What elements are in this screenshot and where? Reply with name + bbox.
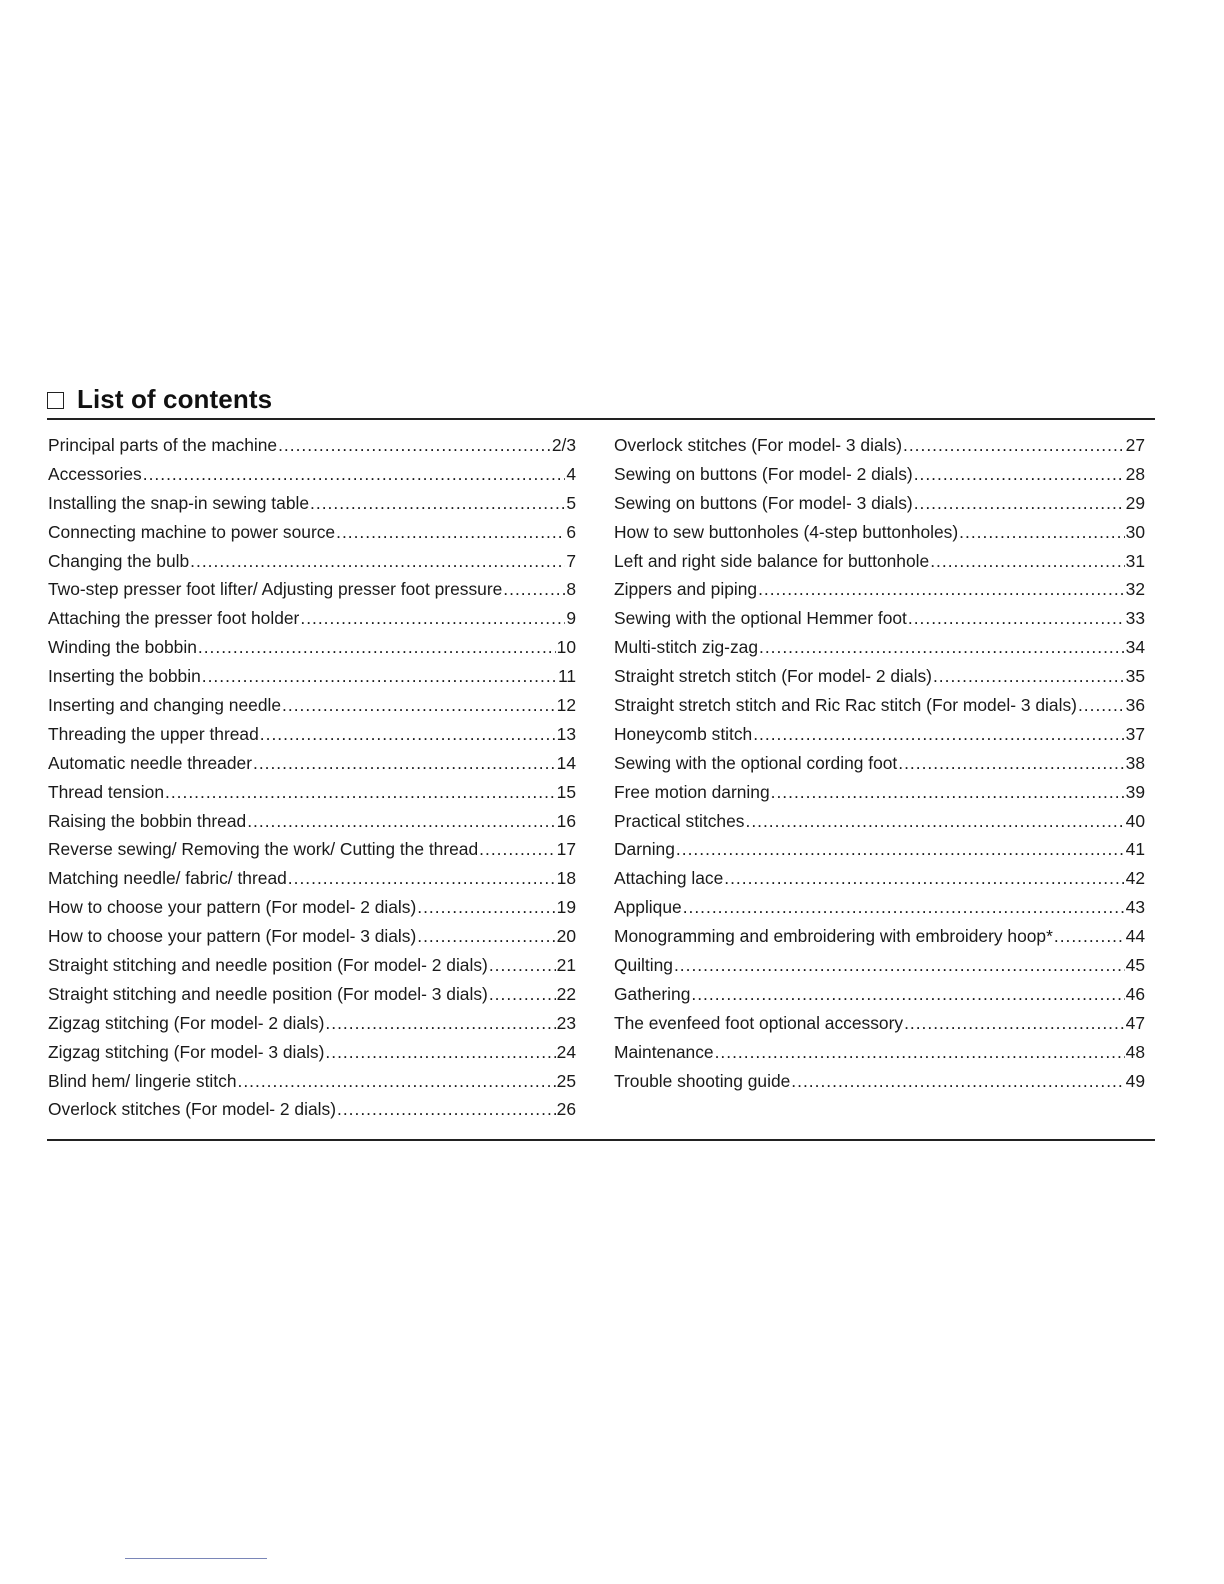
- dot-leader: [143, 460, 566, 489]
- toc-entry-page: 47: [1125, 1012, 1145, 1033]
- toc-entry-title: Changing the bulb: [48, 550, 190, 571]
- dot-leader: [930, 547, 1124, 576]
- toc-entry-page: 32: [1125, 579, 1145, 600]
- toc-entry-title: How to choose your pattern (For model- 2 dials): [48, 897, 417, 918]
- dot-leader: [489, 951, 556, 980]
- toc-entry-page: 38: [1125, 752, 1145, 773]
- toc-entry: [48, 460, 576, 489]
- toc-entry: [48, 951, 576, 980]
- toc-entry-title: Zippers and piping: [614, 579, 758, 600]
- toc-entry-title: Sewing with the optional Hemmer foot: [614, 608, 907, 629]
- toc-entry-title: Thread tension: [48, 781, 165, 802]
- dot-leader: [247, 807, 555, 836]
- dot-leader: [683, 893, 1125, 922]
- dot-leader: [489, 980, 556, 1009]
- dot-leader: [238, 1067, 556, 1096]
- toc-entry-page: 46: [1125, 983, 1145, 1004]
- toc-entry-page: 12: [556, 695, 576, 716]
- toc-entry-title: Overlock stitches (For model- 2 dials): [48, 1099, 336, 1120]
- dot-leader: [724, 864, 1124, 893]
- toc-entry-page: 21: [556, 955, 576, 976]
- toc-entry: [48, 893, 576, 922]
- dot-leader: [903, 431, 1125, 460]
- toc-entry-title: Connecting machine to power source: [48, 521, 336, 542]
- dot-leader: [260, 720, 556, 749]
- toc-entry-title: Straight stretch stitch and Ric Rac stitch (For model- 3 dials): [614, 695, 1077, 716]
- toc-entry-page: 19: [556, 897, 576, 918]
- toc-entry-page: 2/3: [551, 435, 576, 455]
- toc-entry-page: 16: [556, 810, 576, 831]
- toc-entry-page: 7: [566, 550, 576, 571]
- toc-entry: [48, 720, 576, 749]
- toc-entry-title: Multi-stitch zig-zag: [614, 637, 758, 658]
- dot-leader: [336, 518, 565, 547]
- toc-entry-title: Blind hem/ lingerie stitch: [48, 1070, 237, 1091]
- dot-leader: [479, 835, 556, 864]
- dot-leader: [715, 1038, 1125, 1067]
- toc-entry-page: 29: [1125, 492, 1145, 513]
- toc-entry-page: 17: [556, 839, 576, 860]
- toc-entry-page: 42: [1125, 868, 1145, 889]
- dot-leader: [165, 778, 556, 807]
- toc-entry: [614, 518, 1145, 547]
- toc-entry-title: Gathering: [614, 983, 691, 1004]
- toc-entry-title: Principal parts of the machine: [48, 435, 278, 455]
- toc-entry: [48, 489, 576, 518]
- dot-leader: [417, 893, 555, 922]
- toc-entry-title: Monogramming and embroidering with embroidery hoop*: [614, 926, 1053, 947]
- toc-entry-page: 20: [556, 926, 576, 947]
- toc-entry: [614, 575, 1145, 604]
- toc-entry-title: Two-step presser foot lifter/ Adjusting presser foot pressure: [48, 579, 503, 600]
- toc-entry-page: 4: [566, 463, 576, 484]
- toc-entry-title: The evenfeed foot optional accessory: [614, 1012, 904, 1033]
- toc-entry-page: 49: [1125, 1070, 1145, 1091]
- toc-entry-page: 10: [556, 637, 576, 658]
- toc-entry-page: 24: [556, 1041, 576, 1062]
- toc-entry: [614, 662, 1145, 691]
- dot-leader: [898, 749, 1124, 778]
- toc-entry-page: 34: [1125, 637, 1145, 658]
- toc-entry-title: How to choose your pattern (For model- 3 dials): [48, 926, 417, 947]
- toc-entry: [48, 633, 576, 662]
- toc-entry-title: Quilting: [614, 955, 673, 976]
- toc-entry: [48, 518, 576, 547]
- dot-leader: [908, 604, 1125, 633]
- toc-entry: [48, 980, 576, 1009]
- toc-entry: [48, 864, 576, 893]
- toc-entry-title: Free motion darning: [614, 781, 770, 802]
- toc-entry-page: 43: [1125, 897, 1145, 918]
- toc-entry: [614, 489, 1145, 518]
- bottom-divider: [47, 1139, 1155, 1141]
- toc-entry-title: Matching needle/ fabric/ thread: [48, 868, 287, 889]
- toc-entry: [614, 633, 1145, 662]
- toc-entry-page: 30: [1125, 521, 1145, 542]
- dot-leader: [417, 922, 555, 951]
- toc-entry: [48, 922, 576, 951]
- toc-left-column: [48, 431, 576, 1124]
- toc-entry: [614, 720, 1145, 749]
- toc-entry-page: 37: [1125, 723, 1145, 744]
- toc-entry-page: 15: [556, 781, 576, 802]
- toc-entry-title: Sewing on buttons (For model- 3 dials): [614, 492, 913, 513]
- toc-entry-page: 23: [556, 1012, 576, 1033]
- toc-entry-title: Installing the snap-in sewing table: [48, 492, 310, 513]
- toc-entry: [48, 807, 576, 836]
- toc-entry-title: Threading the upper thread: [48, 723, 259, 744]
- dot-leader: [325, 1038, 555, 1067]
- toc-entry: [48, 1009, 576, 1038]
- top-divider: [47, 418, 1155, 420]
- dot-leader: [253, 749, 556, 778]
- dot-leader: [959, 518, 1125, 547]
- dot-leader: [753, 720, 1124, 749]
- toc-entry-page: 5: [566, 492, 576, 513]
- toc-entry-title: Raising the bobbin thread: [48, 810, 247, 831]
- toc-entry: [614, 431, 1145, 460]
- toc-entry-page: 35: [1125, 666, 1145, 687]
- toc-entry: [48, 575, 576, 604]
- contents-heading: [47, 382, 272, 416]
- toc-entry: [614, 1009, 1145, 1038]
- dot-leader: [914, 460, 1125, 489]
- dot-leader: [745, 807, 1124, 836]
- toc-entry-title: Left and right side balance for buttonhole: [614, 550, 930, 571]
- toc-entry-title: Zigzag stitching (For model- 3 dials): [48, 1041, 325, 1062]
- toc-entry-title: Honeycomb stitch: [614, 723, 753, 744]
- toc-entry-page: 8: [566, 579, 576, 600]
- dot-leader: [282, 691, 556, 720]
- toc-entry-page: 13: [556, 723, 576, 744]
- toc-entry-title: Winding the bobbin: [48, 637, 197, 658]
- toc-entry: [614, 807, 1145, 836]
- toc-entry-title: Sewing on buttons (For model- 2 dials): [614, 463, 913, 484]
- toc-entry-title: Applique: [614, 897, 682, 918]
- dot-leader: [337, 1095, 556, 1124]
- toc-entry: [614, 1038, 1145, 1067]
- toc-entry: [48, 547, 576, 576]
- toc-entry: [614, 604, 1145, 633]
- toc-entry-title: Reverse sewing/ Removing the work/ Cutting the thread: [48, 839, 479, 860]
- toc-entry: [48, 1067, 576, 1096]
- toc-right-column: [614, 431, 1145, 1095]
- toc-entry: [614, 1067, 1145, 1096]
- dot-leader: [758, 575, 1125, 604]
- toc-entry-title: Darning: [614, 839, 675, 860]
- toc-entry: [48, 691, 576, 720]
- toc-entry-page: 31: [1125, 550, 1145, 571]
- dot-leader: [325, 1009, 555, 1038]
- dot-leader: [288, 864, 556, 893]
- dot-leader: [503, 575, 565, 604]
- toc-entry: [48, 662, 576, 691]
- toc-entry-title: Inserting the bobbin: [48, 666, 201, 687]
- toc-entry-title: Attaching lace: [614, 868, 724, 889]
- toc-entry-title: Maintenance: [614, 1041, 714, 1062]
- dot-leader: [190, 547, 565, 576]
- toc-entry-title: Straight stretch stitch (For model- 2 dials): [614, 666, 932, 687]
- toc-entry: [48, 1038, 576, 1067]
- dot-leader: [1054, 922, 1125, 951]
- dot-leader: [904, 1009, 1125, 1038]
- toc-entry-page: 11: [557, 666, 576, 687]
- toc-entry: [614, 749, 1145, 778]
- toc-entry-page: 27: [1125, 435, 1145, 455]
- toc-entry-page: 45: [1125, 955, 1145, 976]
- toc-entry-title: Practical stitches: [614, 810, 745, 831]
- toc-entry-title: Straight stitching and needle position (For model- 3 dials): [48, 983, 488, 1004]
- toc-entry-title: Attaching the presser foot holder: [48, 608, 300, 629]
- dot-leader: [278, 431, 551, 460]
- toc-entry: [614, 980, 1145, 1009]
- dot-leader: [791, 1067, 1124, 1096]
- toc-entry: [48, 835, 576, 864]
- toc-entry-page: 36: [1125, 695, 1145, 716]
- toc-entry-page: 28: [1125, 463, 1145, 484]
- dot-leader: [300, 604, 565, 633]
- toc-entry-page: 6: [566, 521, 576, 542]
- toc-entry: [614, 835, 1145, 864]
- toc-entry: [614, 864, 1145, 893]
- toc-entry-title: Automatic needle threader: [48, 752, 252, 773]
- toc-entry: [48, 431, 576, 460]
- toc-entry: [614, 922, 1145, 951]
- toc-entry-page: 44: [1125, 926, 1145, 947]
- toc-entry-page: 22: [556, 983, 576, 1004]
- dot-leader: [674, 951, 1125, 980]
- dot-leader: [676, 835, 1125, 864]
- toc-entry-title: Zigzag stitching (For model- 2 dials): [48, 1012, 325, 1033]
- toc-entry: [614, 460, 1145, 489]
- toc-entry-title: How to sew buttonholes (4-step buttonholes): [614, 521, 959, 542]
- toc-entry-page: 48: [1125, 1041, 1145, 1062]
- toc-entry: [48, 778, 576, 807]
- dot-leader: [198, 633, 556, 662]
- dot-leader: [691, 980, 1124, 1009]
- dot-leader: [933, 662, 1125, 691]
- toc-entry-page: 25: [556, 1070, 576, 1091]
- toc-entry-title: Inserting and changing needle: [48, 695, 282, 716]
- dot-leader: [914, 489, 1125, 518]
- toc-entry-page: 26: [556, 1099, 576, 1120]
- toc-entry: [614, 691, 1145, 720]
- toc-entry: [614, 547, 1145, 576]
- toc-entry: [48, 749, 576, 778]
- toc-entry-page: 18: [556, 868, 576, 889]
- dot-leader: [771, 778, 1125, 807]
- toc-entry: [48, 604, 576, 633]
- dot-leader: [759, 633, 1125, 662]
- dot-leader: [1078, 691, 1125, 720]
- footer-link-line: [125, 1558, 267, 1559]
- toc-entry: [614, 951, 1145, 980]
- checkbox-icon: [47, 392, 64, 409]
- toc-entry: [614, 778, 1145, 807]
- toc-entry-title: Accessories: [48, 463, 142, 484]
- dot-leader: [202, 662, 557, 691]
- toc-entry: [48, 1095, 576, 1124]
- toc-entry-title: Overlock stitches (For model- 3 dials): [614, 435, 902, 455]
- toc-entry-page: 9: [566, 608, 576, 629]
- toc-entry-page: 40: [1125, 810, 1145, 831]
- page-title: List of contents: [77, 383, 273, 414]
- toc-entry-title: Trouble shooting guide: [614, 1070, 791, 1091]
- toc-entry: [614, 893, 1145, 922]
- toc-entry-page: 41: [1125, 839, 1145, 860]
- dot-leader: [310, 489, 565, 518]
- toc-entry-title: Straight stitching and needle position (For model- 2 dials): [48, 955, 488, 976]
- toc-entry-page: 33: [1125, 608, 1145, 629]
- toc-entry-title: Sewing with the optional cording foot: [614, 752, 898, 773]
- toc-entry-page: 39: [1125, 781, 1145, 802]
- toc-entry-page: 14: [556, 752, 576, 773]
